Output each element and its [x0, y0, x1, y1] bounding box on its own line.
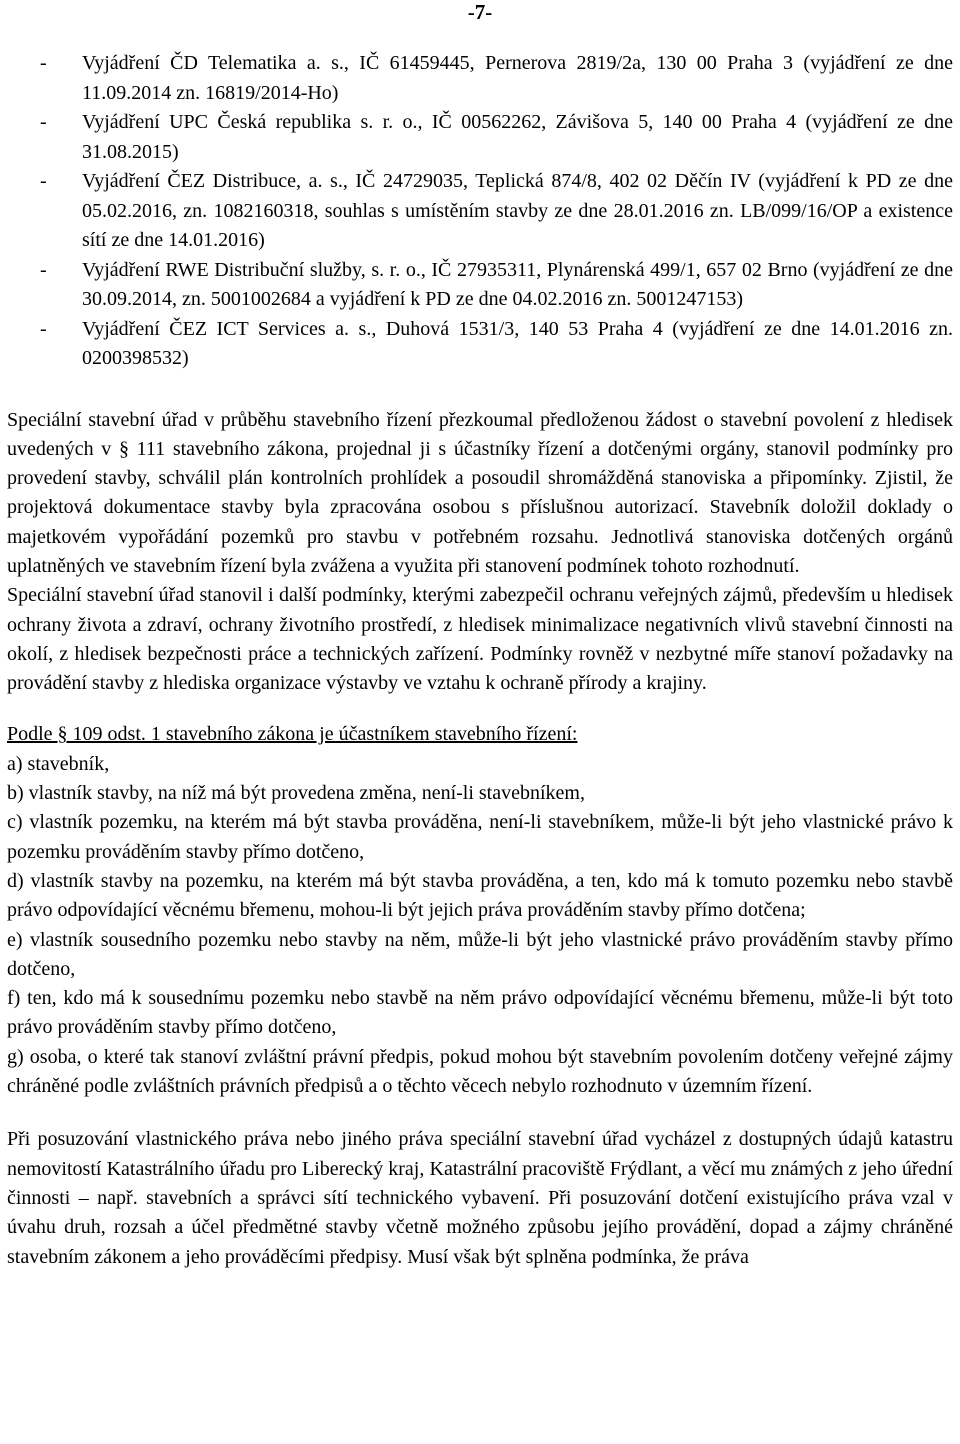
participant-item: a) stavebník,: [7, 752, 110, 775]
statement-item: [0, 167, 960, 256]
statement-item: [0, 108, 960, 167]
statement-item: [0, 315, 960, 374]
dash-bullet: -: [40, 258, 47, 281]
statement-text: Vyjádření UPC Česká republika s. r. o., IČ 00562262, Závišova 5, 140 00 Praha 4 (vyjádření ze dne 31.08.2015): [82, 111, 953, 163]
dash-bullet: -: [40, 52, 47, 74]
dash-bullet: -: [40, 170, 47, 192]
paragraph-ownership: Při posuzování vlastnického práva nebo jiného práva speciální stavební úřad vycházel z dostupných údajů katastru nemovitostí Katastrálního úřadu pro Liberecký kraj, Katastrální pracoviště Frýdlant, a věcí mu známých z jeho úřední činnosti – např. stavebních a správci sítí technického vybavení. Při posuzování dotčení existujícího práva vzal v úvahu druh, rozsah a účel předmětné stavby včetně možného způsobu jejího provádění, dopad a zájmy chráněné stavebním zákonem a jeho prováděcími předpisy. Musí však být splněna podmínka, že práva: [7, 1128, 953, 1268]
statement-text: Vyjádření ČEZ ICT Services a. s., Duhová 1531/3, 140 53 Praha 4 (vyjádření ze dne 14.01.2016 zn. 0200398532): [82, 317, 953, 369]
participant-item: f) ten, kdo má k sousednímu pozemku nebo stavbě na něm právo odpovídající věcnému břemenu, může-li být toto právo prováděním stavby přímo dotčeno,: [7, 987, 953, 1039]
statements-list: [0, 49, 960, 374]
participant-item: d) vlastník stavby na pozemku, na kterém má být stavba prováděna, a ten, kdo má k tomuto pozemku nebo stavbě právo odpovídající věcnému břemenu, mohou-li být jejich práva prováděním stavby přímo dotčena;: [7, 869, 953, 922]
paragraph-conditions: Speciální stavební úřad stanovil i další podmínky, kterými zabezpečil ochranu veřejných zájmů, především u hledisek ochrany života a zdraví, ochrany životního prostředí, z hledisek minimalizace negativních vlivů stavební činnosti na okolí, z hledisek bezpečnosti práce a technických zařízení. Podmínky rovněž v nezbytné míře stanoví požadavky na provádění stavby z hlediska organizace výstavby ve vztahu k ochraně přírody a krajiny.: [7, 584, 953, 695]
dash-bullet: -: [40, 111, 47, 133]
statement-text: Vyjádření RWE Distribuční služby, s. r. o., IČ 27935311, Plynárenská 499/1, 657 02 Brno (vyjádření ze dne 30.09.2014, zn. 5001002684 a vyjádření k PD ze dne 04.02.2016 zn. 5001247153): [82, 258, 953, 310]
participant-item: e) vlastník sousedního pozemku nebo stavby na něm, může-li být jeho vlastnické právo prováděním stavby přímo dotčeno,: [7, 928, 953, 980]
participant-item: b) vlastník stavby, na níž má být provedena změna, není-li stavebníkem,: [7, 782, 585, 805]
dash-bullet: -: [40, 317, 47, 340]
paragraph-review: Speciální stavební úřad v průběhu stavebního řízení přezkoumal předloženou žádost o stavební povolení z hledisek uvedených v § 111 stavebního zákona, projednal ji s účastníky řízení a dotčenými orgány, stanovil podmínky pro provedení stavby, schválil plán kontrolních prohlídek a posoudil shromážděná stanoviska a připomínky. Zjistil, že projektová dokumentace stavby byla zpracována osobou s příslušnou autorizací. Stavebník doložil doklady o majetkovém vypořádání pozemků pro stavbu v potřebném rozsahu. Jednotlivá stanoviska dotčených orgánů uplatněných ve stavebním řízení byla zvážena a využita při stanovení podmínek tohoto rozhodnutí.: [7, 408, 953, 577]
statement-text: Vyjádření ČEZ Distribuce, a. s., IČ 24729035, Teplická 874/8, 402 02 Děčín IV (vyjádření k PD ze dne 05.02.2016, zn. 1082160318, souhlas s umístěním stavby ze dne 28.01.2016 zn. LB/099/16/OP a existence sítí ze dne 14.01.2016): [82, 170, 953, 251]
document-body: [0, 49, 960, 1272]
participant-item: c) vlastník pozemku, na kterém má být stavba prováděna, není-li stavebníkem, může-li být jeho vlastnické právo k pozemku prováděním stavby přímo dotčeno,: [7, 811, 953, 863]
statement-item: [0, 256, 960, 315]
participant-item: g) osoba, o které tak stanoví zvláštní právní předpis, pokud mohou být stavebním povolením dotčeny veřejné zájmy chráněné podle zvláštních právních předpisů a o těchto věcech nebylo rozhodnuto v územním řízení.: [7, 1045, 953, 1098]
statement-text: Vyjádření ČD Telematika a. s., IČ 61459445, Pernerova 2819/2a, 130 00 Praha 3 (vyjádření ze dne 11.09.2014 zn. 16819/2014-Ho): [82, 52, 953, 104]
statement-item: [0, 49, 960, 108]
page-number: -7-: [467, 0, 493, 24]
participants-heading: Podle § 109 odst. 1 stavebního zákona je účastníkem stavebního řízení:: [7, 723, 578, 746]
